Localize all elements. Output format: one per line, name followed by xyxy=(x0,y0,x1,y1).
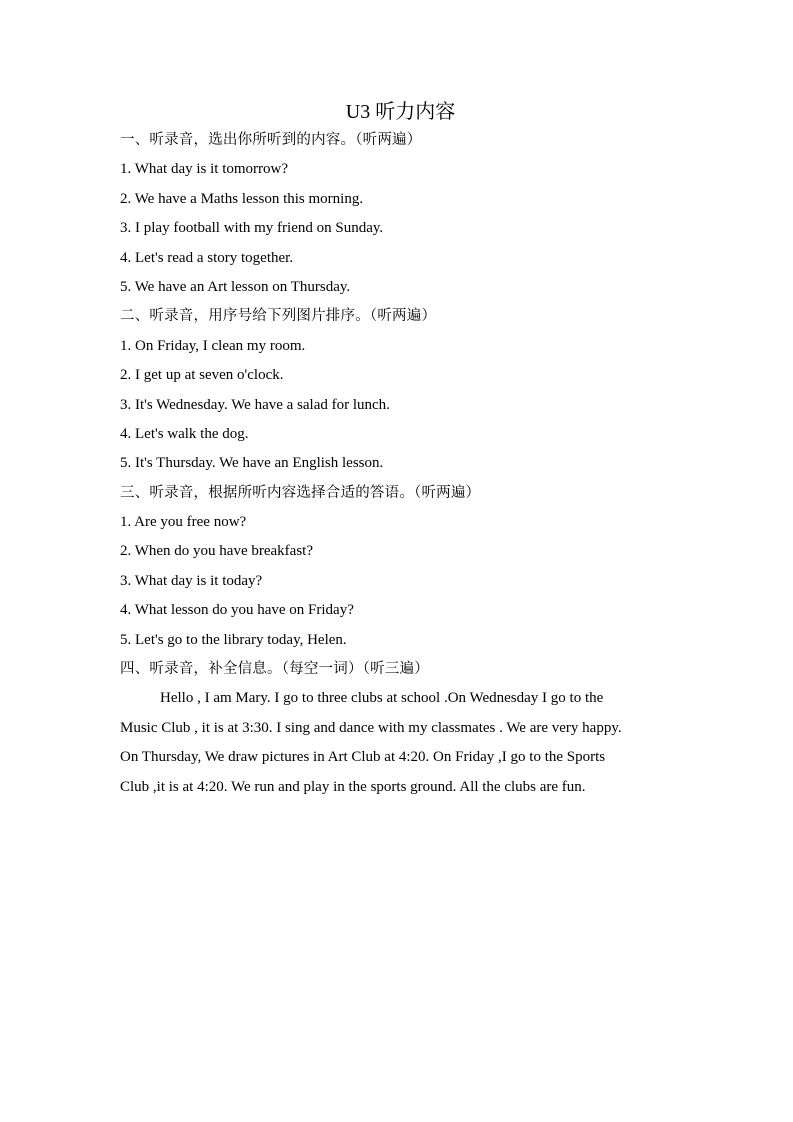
section-3-item-2: 2. When do you have breakfast? xyxy=(120,543,313,560)
section-1 xyxy=(120,126,665,302)
section-2-item-1: 1. On Friday, I clean my room. xyxy=(120,337,306,354)
document-title: U3 听力内容 xyxy=(345,101,456,123)
section-2-item-3: 3. It's Wednesday. We have a salad for lunch. xyxy=(120,396,390,413)
section-2-item-4: 4. Let's walk the dog. xyxy=(120,425,249,442)
section-4-heading: 四、听录音，补全信息。（每空一词）（听三遍） xyxy=(120,661,429,678)
section-1-item-5: 5. We have an Art lesson on Thursday. xyxy=(120,278,351,295)
section-3-heading: 三、听录音，根据所听内容选择合适的答语。（听两遍） xyxy=(120,484,481,501)
section-3-item-5: 5. Let's go to the library today, Helen. xyxy=(120,631,347,648)
section-1-item-1: 1. What day is it tomorrow? xyxy=(120,161,289,178)
section-3-item-4: 4. What lesson do you have on Friday? xyxy=(120,602,354,619)
section-2-item-5: 5. It's Thursday. We have an English lesson. xyxy=(120,455,384,472)
passage-line-3: On Thursday, We draw pictures in Art Club at 4:20. On Friday ,I go to the Sports xyxy=(120,749,606,766)
section-1-item-3: 3. I play football with my friend on Sunday. xyxy=(120,220,384,237)
section-1-heading: 一、听录音，选出你所听到的内容。（听两遍） xyxy=(120,132,422,148)
section-3-item-1: 1. Are you free now? xyxy=(120,514,247,531)
passage-line-2: Music Club , it is at 3:30. I sing and dance with my classmates . We are very happy. xyxy=(120,719,622,736)
section-2-heading: 二、听录音，用序号给下列图片排序。（听两遍） xyxy=(120,308,437,325)
section-1-item-2: 2. We have a Maths lesson this morning. xyxy=(120,190,364,207)
document-page xyxy=(120,98,665,802)
section-1-item-4: 4. Let's read a story together. xyxy=(120,249,294,266)
section-3 xyxy=(120,479,665,655)
section-4-passage xyxy=(120,684,665,802)
section-4 xyxy=(120,655,665,802)
section-3-item-3: 3. What day is it today? xyxy=(120,572,263,589)
passage-line-1: Hello , I am Mary. I go to three clubs at school .On Wednesday I go to the xyxy=(160,690,604,707)
section-2 xyxy=(120,302,665,478)
passage-line-4: Club ,it is at 4:20. We run and play in the sports ground. All the clubs are fun. xyxy=(120,778,586,795)
section-2-item-2: 2. I get up at seven o'clock. xyxy=(120,367,284,384)
